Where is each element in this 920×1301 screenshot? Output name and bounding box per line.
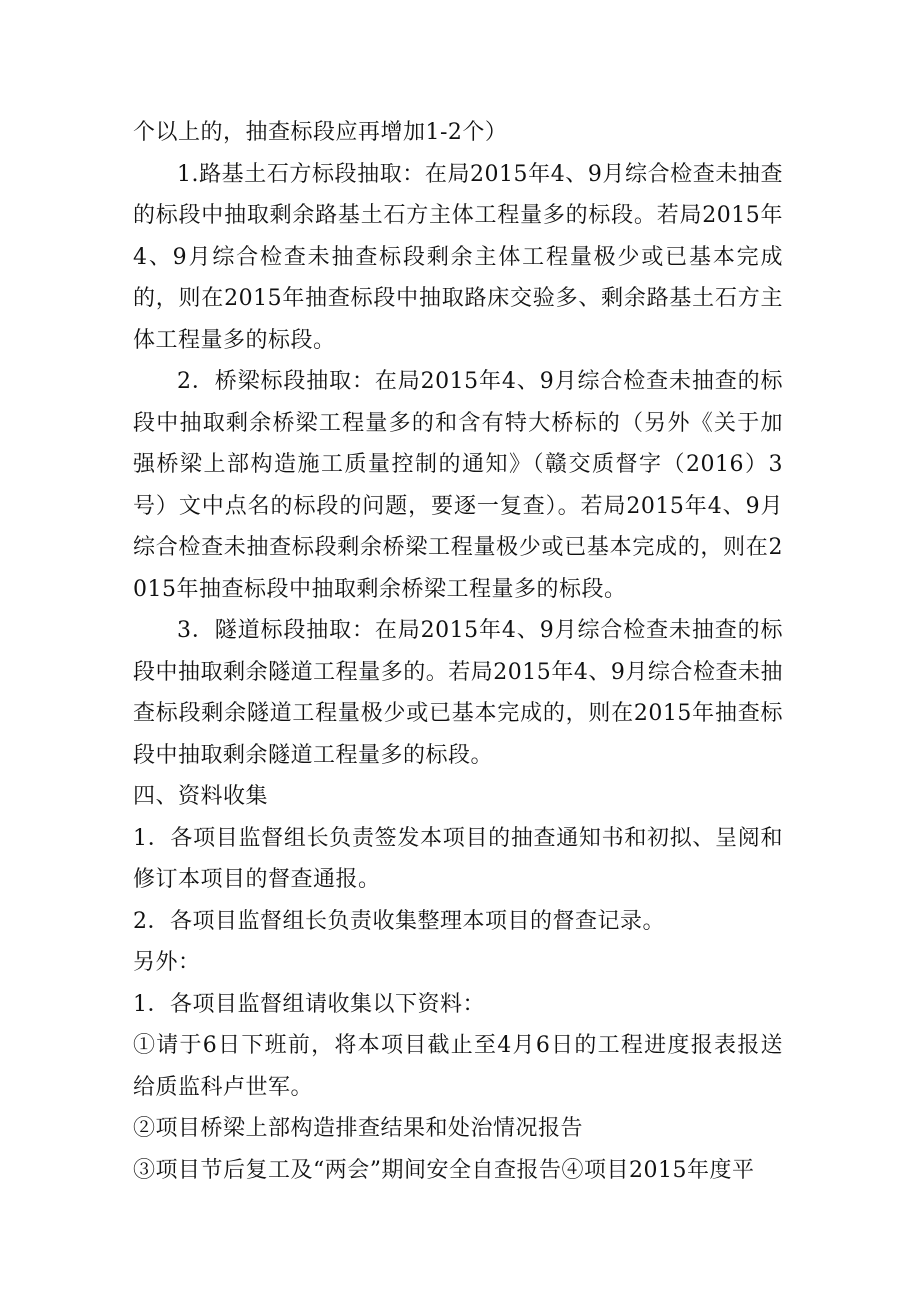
paragraph-item-2: 2．各项目监督组长负责收集整理本项目的督查记录。 <box>133 908 665 934</box>
paragraph-bridge-sections: 2．桥梁标段抽取：在局2015年4、9月综合检查未抽查的标段中抽取剩余桥梁工程量多的和含有特大桥标的（另外《关于加强桥梁上部构造施工质量控制的通知》（赣交质督字（2016）3号）文中点名的标段的问题，要逐一复查）。若局2015年4、9月综合检查未抽查标段剩余桥梁工程量极少或已基本完成的，则在2015年抽查标段中抽取剩余桥梁工程量多的标段。 <box>133 369 783 602</box>
paragraph-continuation: 个以上的，抽查标段应再增加1-2个） <box>133 120 508 145</box>
paragraph-item-1: 1．各项目监督组长负责签发本项目的抽查通知书和初拟、呈阅和修订本项目的督查通报。 <box>133 825 783 892</box>
paragraph-additionally: 另外： <box>133 950 201 975</box>
list-item-progress-report: ①请于6日下班前，将本项目截止至4月6日的工程进度报表报送给质监科卢世军。 <box>133 1033 783 1100</box>
paragraph-roadbed-sections: 1.路基土石方标段抽取：在局2015年4、9月综合检查未抽查的标段中抽取剩余路基土石方主体工程量多的标段。若局2015年4、9月综合检查未抽查标段剩余主体工程量极少或已基本完成的，则在2015年抽查标段中抽取路床交验多、剩余路基土石方主体工程量多的标段。 <box>133 161 783 353</box>
document-body <box>133 112 783 1191</box>
paragraph-collect-materials: 1．各项目监督组请收集以下资料： <box>133 991 485 1017</box>
section-heading-data-collection: 四、资料收集 <box>133 784 269 809</box>
list-item-bridge-report: ②项目桥梁上部构造排查结果和处治情况报告 <box>133 1116 584 1141</box>
list-item-safety-report: ③项目节后复工及“两会”期间安全自查报告④项目2015年度平 <box>133 1157 755 1183</box>
paragraph-tunnel-sections: 3．隧道标段抽取：在局2015年4、9月综合检查未抽查的标段中抽取剩余隧道工程量多的。若局2015年4、9月综合检查未抽查标段剩余隧道工程量极少或已基本完成的，则在2015年抽查标段中抽取剩余隧道工程量多的标段。 <box>133 618 783 768</box>
